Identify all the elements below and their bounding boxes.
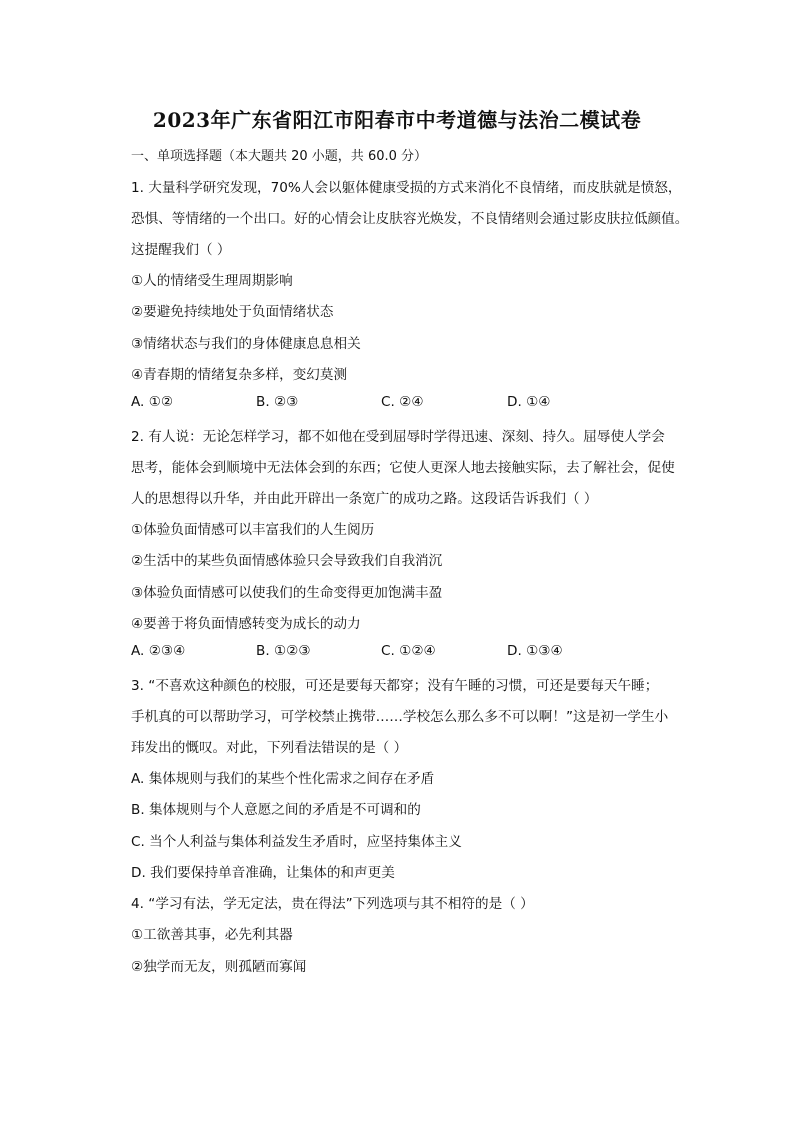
question-3-line-3: 玮发出的慨叹。对此，下列看法错误的是（ ） [131,740,408,756]
question-3-line-1: 3. “不喜欢这种颜色的校服，可还是要每天都穿；没有午睡的习惯，可还是要每天午睡； [131,678,659,694]
question-3-option-c: C. 当个人利益与集体利益发生矛盾时，应坚持集体主义 [131,834,462,850]
question-1-item-3: ③情绪状态与我们的身体健康息息相关 [131,336,361,352]
question-2-options [131,643,651,663]
question-2-line-2: 思考，能体会到顺境中无法体会到的东西；它使人更深人地去接触实际，去了解社会，促使 [131,460,675,476]
question-3-option-a: A. 集体规则与我们的某些个性化需求之间存在矛盾 [131,771,435,787]
question-2-item-1: ①体验负面情感可以丰富我们的人生阅历 [131,522,375,538]
question-1-item-1: ①人的情绪受生理周期影响 [131,273,293,289]
question-1-item-2: ②要避免持续地处于负面情绪状态 [131,304,334,320]
option-c: C. ②④ [381,394,424,410]
page-title: 2023年广东省阳江市阳春市中考道德与法治二模试卷 [152,108,642,132]
option-b: B. ①②③ [256,643,311,659]
question-2-item-2: ②生活中的某些负面情感体验只会导致我们自我消沉 [131,553,443,569]
option-d: D. ①④ [507,394,551,410]
question-1-line-3: 这提醒我们（ ） [131,242,231,258]
question-3-line-2: 手机真的可以帮助学习，可学校禁止携带……学校怎么那么多不可以啊！”这是初一学生小 [131,709,669,725]
question-1-item-4: ④青春期的情绪复杂多样，变幻莫测 [131,367,348,383]
option-a: A. ①② [131,394,174,410]
option-a: A. ②③④ [131,643,186,659]
question-4-line-1: 4. “学习有法，学无定法，贵在得法”下列选项与其不相符的是（ ） [131,896,534,912]
question-1-line-2: 恐惧、等情绪的一个出口。好的心情会让皮肤容光焕发，不良情绪则会通过影皮肤拉低颜值。 [131,211,689,227]
question-4-item-1: ①工欲善其事，必先利其器 [131,927,293,943]
question-2-line-1: 2. 有人说：无论怎样学习，都不如他在受到屈辱时学得迅速、深刻、持久。屈辱使人学会 [131,429,665,445]
option-b: B. ②③ [256,394,299,410]
question-2-item-4: ④要善于将负面情感转变为成长的动力 [131,616,361,632]
option-d: D. ①③④ [507,643,563,659]
question-3-option-b: B. 集体规则与个人意愿之间的矛盾是不可调和的 [131,802,421,818]
question-1-line-1: 1. 大量科学研究发现，70%人会以躯体健康受损的方式来消化不良情绪，而皮肤就是愤怒， [131,180,682,196]
question-3-option-d: D. 我们要保持单音准确，让集体的和声更美 [131,865,395,881]
question-2-line-3: 人的思想得以升华，并由此开辟出一条宽广的成功之路。这段话告诉我们（ ） [131,491,598,507]
question-1-options [131,394,651,414]
question-2-item-3: ③体验负面情感可以使我们的生命变得更加饱满丰盈 [131,585,443,601]
question-4-item-2: ②独学而无友，则孤陋而寡闻 [131,959,307,975]
option-c: C. ①②④ [381,643,436,659]
section-heading: 一、单项选择题（本大题共 20 小题，共 60.0 分） [131,149,428,164]
